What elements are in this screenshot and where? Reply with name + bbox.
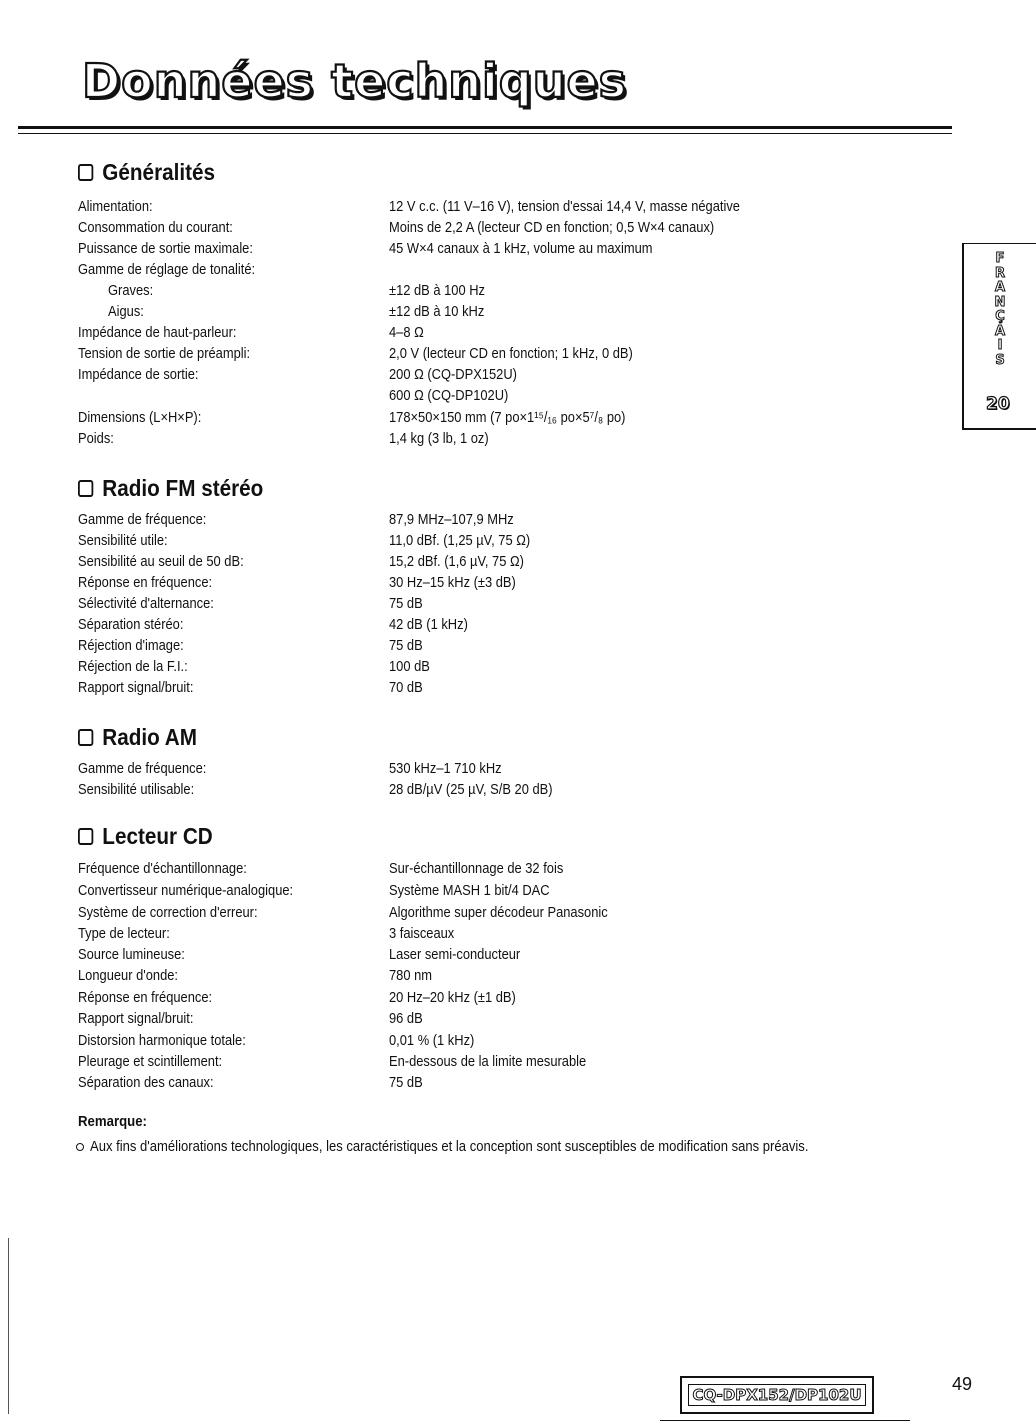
page-number: 49 [952, 1374, 973, 1394]
spec-value: 11,0 dBf. (1,25 µV, 75 Ω) [389, 532, 531, 549]
margin-line [8, 1238, 9, 1414]
remark-text: Aux fins d'améliorations technologiques, les caractéristiques et la conception sont susceptibles de modification sans préavis. [90, 1138, 809, 1155]
spec-value: 30 Hz–15 kHz (±3 dB) [389, 574, 516, 591]
spec-label: Gamme de réglage de tonalité: [78, 261, 256, 278]
model-badge [680, 1376, 874, 1414]
page-title: Données techniques [82, 54, 628, 108]
spec-label: Gamme de fréquence: [78, 511, 207, 528]
spec-value: 75 dB [389, 595, 423, 612]
spec-label: Type de lecteur: [78, 925, 170, 942]
spec-label: Puissance de sortie maximale: [78, 240, 253, 257]
section-heading: Lecteur CD [78, 822, 213, 850]
spec-value: 4–8 Ω [389, 324, 424, 341]
spec-value: 600 Ω (CQ-DP102U) [389, 387, 509, 404]
spec-label: Réponse en fréquence: [78, 989, 213, 1006]
spec-label: Gamme de fréquence: [78, 760, 207, 777]
spec-value: 2,0 V (lecteur CD en fonction; 1 kHz, 0 dB) [389, 345, 633, 362]
spec-label: Sensibilité au seuil de 50 dB: [78, 553, 244, 570]
spec-label: Pleurage et scintillement: [78, 1053, 223, 1070]
spec-label: Rapport signal/bruit: [78, 679, 194, 696]
language-tab-page: 20 [986, 394, 1010, 414]
section-heading: Généralités [78, 158, 215, 186]
spec-value: 42 dB (1 kHz) [389, 616, 468, 633]
spec-value: 3 faisceaux [389, 925, 455, 942]
spec-label: Sensibilité utilisable: [78, 781, 195, 798]
spec-value: 15,2 dBf. (1,6 µV, 75 Ω) [389, 553, 524, 570]
checkbox-square-icon [78, 164, 93, 181]
checkbox-square-icon [78, 828, 93, 845]
spec-label: Distorsion harmonique totale: [78, 1032, 246, 1049]
spec-value: En-dessous de la limite mesurable [389, 1053, 587, 1070]
spec-value: 100 dB [389, 658, 430, 675]
spec-label: Réponse en fréquence: [78, 574, 213, 591]
spec-value: 75 dB [389, 637, 423, 654]
spec-label: Séparation stéréo: [78, 616, 184, 633]
spec-label: Sensibilité utile: [78, 532, 168, 549]
spec-label: Réjection d'image: [78, 637, 184, 654]
spec-label: Sélectivité d'alternance: [78, 595, 214, 612]
spec-label: Système de correction d'erreur: [78, 904, 258, 921]
spec-value: 20 Hz–20 kHz (±1 dB) [389, 989, 516, 1006]
spec-value: 530 kHz–1 710 kHz [389, 760, 502, 777]
language-tab [962, 243, 1036, 430]
spec-label: Séparation des canaux: [78, 1074, 214, 1091]
spec-label: Alimentation: [78, 198, 153, 215]
remark-heading: Remarque: [78, 1113, 147, 1130]
bullet-circle-icon [76, 1143, 84, 1151]
spec-value: Sur-échantillonnage de 32 fois [389, 860, 564, 877]
spec-value: 96 dB [389, 1010, 423, 1027]
title-rule-thin [18, 133, 952, 134]
spec-label: Source lumineuse: [78, 946, 185, 963]
spec-label: Dimensions (L×H×P): [78, 409, 202, 426]
spec-label: Longueur d'onde: [78, 967, 179, 984]
spec-label: Impédance de haut-parleur: [78, 324, 237, 341]
spec-value: ±12 dB à 100 Hz [389, 282, 486, 299]
spec-value: 780 nm [389, 967, 433, 984]
section-heading: Radio FM stéréo [78, 474, 263, 502]
spec-value: 178×50×150 mm (7 po×1¹⁵/₁₆ po×5⁷/₈ po) [389, 409, 626, 426]
spec-value: 45 W×4 canaux à 1 kHz, volume au maximum [389, 240, 653, 257]
spec-label: Rapport signal/bruit: [78, 1010, 194, 1027]
spec-label: Aigus: [108, 303, 144, 320]
spec-value: 200 Ω (CQ-DPX152U) [389, 366, 517, 383]
spec-value: 28 dB/µV (25 µV, S/B 20 dB) [389, 781, 553, 798]
spec-value: ±12 dB à 10 kHz [389, 303, 485, 320]
spec-value: 12 V c.c. (11 V–16 V), tension d'essai 14,4 V, masse négative [389, 198, 740, 215]
spec-label: Consommation du courant: [78, 219, 233, 236]
title-rule [18, 126, 952, 129]
model-label: CQ-DPX152/DP102U [688, 1384, 866, 1406]
spec-label: Fréquence d'échantillonnage: [78, 860, 247, 877]
spec-value: 70 dB [389, 679, 423, 696]
spec-label: Graves: [108, 282, 154, 299]
checkbox-square-icon [78, 480, 93, 497]
spec-label: Impédance de sortie: [78, 366, 199, 383]
spec-label: Poids: [78, 430, 114, 447]
spec-label: Convertisseur numérique-analogique: [78, 882, 294, 899]
spec-value: 75 dB [389, 1074, 423, 1091]
spec-value: 1,4 kg (3 lb, 1 oz) [389, 430, 489, 447]
spec-value: 0,01 % (1 kHz) [389, 1032, 475, 1049]
spec-value: Algorithme super décodeur Panasonic [389, 904, 608, 921]
language-tab-letters: F R A N Ç A I S [994, 251, 1006, 368]
checkbox-square-icon [78, 729, 93, 746]
spec-value: 87,9 MHz–107,9 MHz [389, 511, 514, 528]
spec-value: Système MASH 1 bit/4 DAC [389, 882, 550, 899]
section-heading: Radio AM [78, 723, 197, 751]
footer-rule [660, 1420, 910, 1421]
spec-value: Laser semi-conducteur [389, 946, 521, 963]
spec-value: Moins de 2,2 A (lecteur CD en fonction; 0,5 W×4 canaux) [389, 219, 715, 236]
spec-label: Tension de sortie de préampli: [78, 345, 251, 362]
spec-label: Réjection de la F.I.: [78, 658, 188, 675]
